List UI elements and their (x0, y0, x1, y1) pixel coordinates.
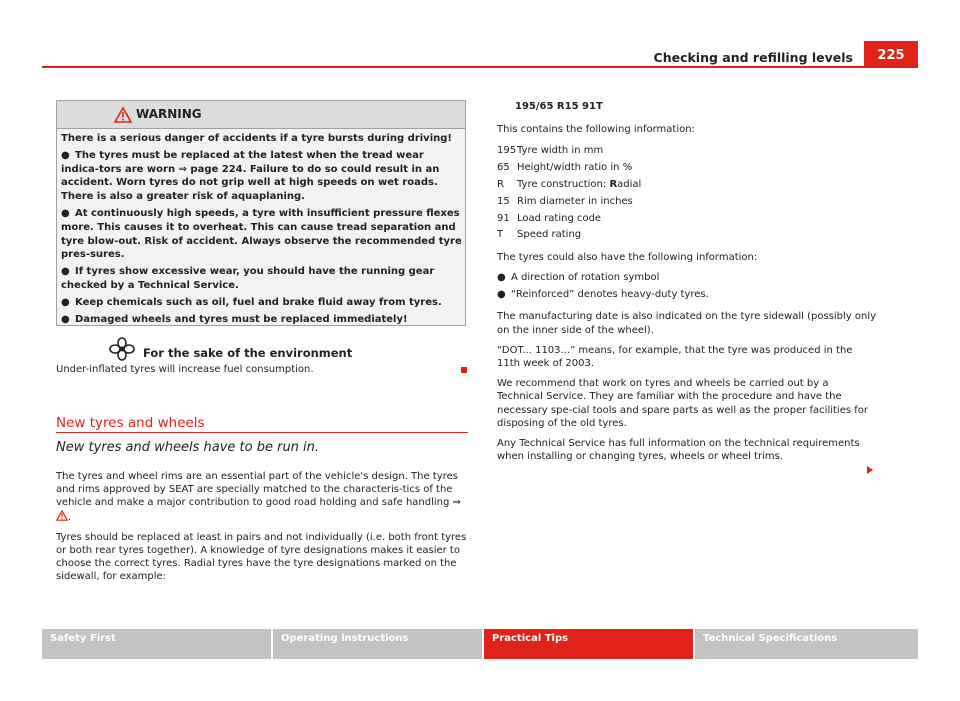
footer-tab-safety-first[interactable]: Safety First (42, 629, 271, 659)
bullet-icon: ● (61, 266, 70, 278)
list-item: ● “Reinforced” denotes heavy-duty tyres. (497, 289, 709, 301)
code-row: 15 Rim diameter in inches (497, 195, 633, 207)
footer-nav (42, 629, 918, 659)
bullet-icon: ● (61, 149, 70, 161)
paragraph: The manufacturing date is also indicated on the tyre sidewall (possibly only on the inner side of the wheel). (497, 311, 877, 336)
right-column (497, 100, 877, 470)
environment-text: Under-inflated tyres will increase fuel consumption. (56, 364, 314, 375)
code-row: 65 Height/width ratio in % (497, 162, 633, 174)
paragraph: This contains the following information: (497, 124, 695, 136)
code-row: 91 Load rating code (497, 212, 602, 224)
footer-tab-practical-tips[interactable]: Practical Tips (484, 629, 693, 659)
footer-tab-technical-specifications[interactable]: Technical Specifications (695, 629, 918, 659)
bullet-icon: ● (497, 289, 506, 301)
tyre-code-table (497, 144, 877, 245)
warning-header (57, 101, 465, 129)
code-row: T Speed rating (497, 229, 582, 241)
paragraph: Any Technical Service has full information on the technical requirements when installing or changing tyres, wheels or wheel trims. (497, 438, 860, 463)
bullet-icon: ● (61, 296, 70, 308)
tyre-code: 195/65 R15 91T (515, 101, 603, 112)
warning-bullet: ● The tyres must be replaced at the latest when the tread wear indica-tors are worn ⇒ page 224. Failure to do so could result in an accident. Worn tyres do not grip well at high speeds on wet roads. There is also a greater risk of aquaplaning. (61, 149, 440, 203)
paragraph: We recommend that work on tyres and wheels be carried out by a Technical Service. They are familiar with the procedure and have the necessary spe-cial tools and spare parts as well as the proper facilities for disposing of the old tyres. (497, 378, 869, 429)
warning-bullet: ● If tyres show excessive wear, you should have the running gear checked by a Technical Service. (61, 266, 435, 291)
list-item: ● A direction of rotation symbol (497, 272, 660, 284)
warning-bullet: ● At continuously high speeds, a tyre with insufficient pressure flexes more. This causes it to overheat. This can cause tread separation and tyre blow-out. Risk of accident. Always observe the recommended tyre pres-sures. (61, 207, 462, 261)
paragraph: The tyres and wheel rims are an essential part of the vehicle's design. The tyres and rims approved by SEAT are specially matched to the characteris-tics of the vehicle and make a major contribution to good road holding and safe handling ⇒ . (56, 471, 461, 523)
bullet-icon: ● (61, 207, 70, 219)
environment-flower-icon (109, 337, 135, 361)
code-row: R Tyre construction: Radial (497, 179, 642, 190)
section-end-marker (461, 367, 467, 373)
paragraph: Tyres should be replaced at least in pairs and not individually (i.e. both front tyres or both rear tyres together). A knowledge of tyre designations makes it easier to choose the correct tyres. Radial tyres have the tyre designations marked on the sidewall, for example: (56, 531, 467, 583)
chapter-title: Checking and refilling levels (653, 50, 853, 65)
section-title: New tyres and wheels (56, 415, 205, 431)
section-body (56, 470, 468, 591)
warning-intro: There is a serious danger of accidents if a tyre bursts during driving! (61, 133, 452, 144)
warning-label: WARNING (136, 107, 202, 121)
bullet-icon: ● (497, 272, 506, 284)
footer-tab-operating-instructions[interactable]: Operating instructions (273, 629, 482, 659)
warning-bullet: ● Damaged wheels and tyres must be replaced immediately! (61, 313, 408, 325)
warning-triangle-icon (56, 510, 68, 521)
bullet-icon: ● (61, 313, 70, 325)
continue-arrow-icon (867, 466, 873, 474)
warning-triangle-icon (114, 107, 132, 123)
paragraph: “DOT... 1103...” means, for example, that the tyre was produced in the 11th week of 2003. (497, 344, 853, 369)
bullet-list (497, 271, 877, 305)
header-rule (42, 66, 918, 68)
section-rule (56, 432, 468, 433)
code-row: 195 Tyre width in mm (497, 145, 604, 157)
environment-title: For the sake of the environment (143, 346, 353, 360)
warning-bullet: ● Keep chemicals such as oil, fuel and brake fluid away from tyres. (61, 296, 442, 308)
paragraph: The tyres could also have the following information: (497, 252, 758, 264)
page-number: 225 (864, 41, 918, 67)
warning-box (56, 100, 466, 326)
warning-body (61, 132, 463, 329)
section-subtitle: New tyres and wheels have to be run in. (56, 440, 320, 455)
